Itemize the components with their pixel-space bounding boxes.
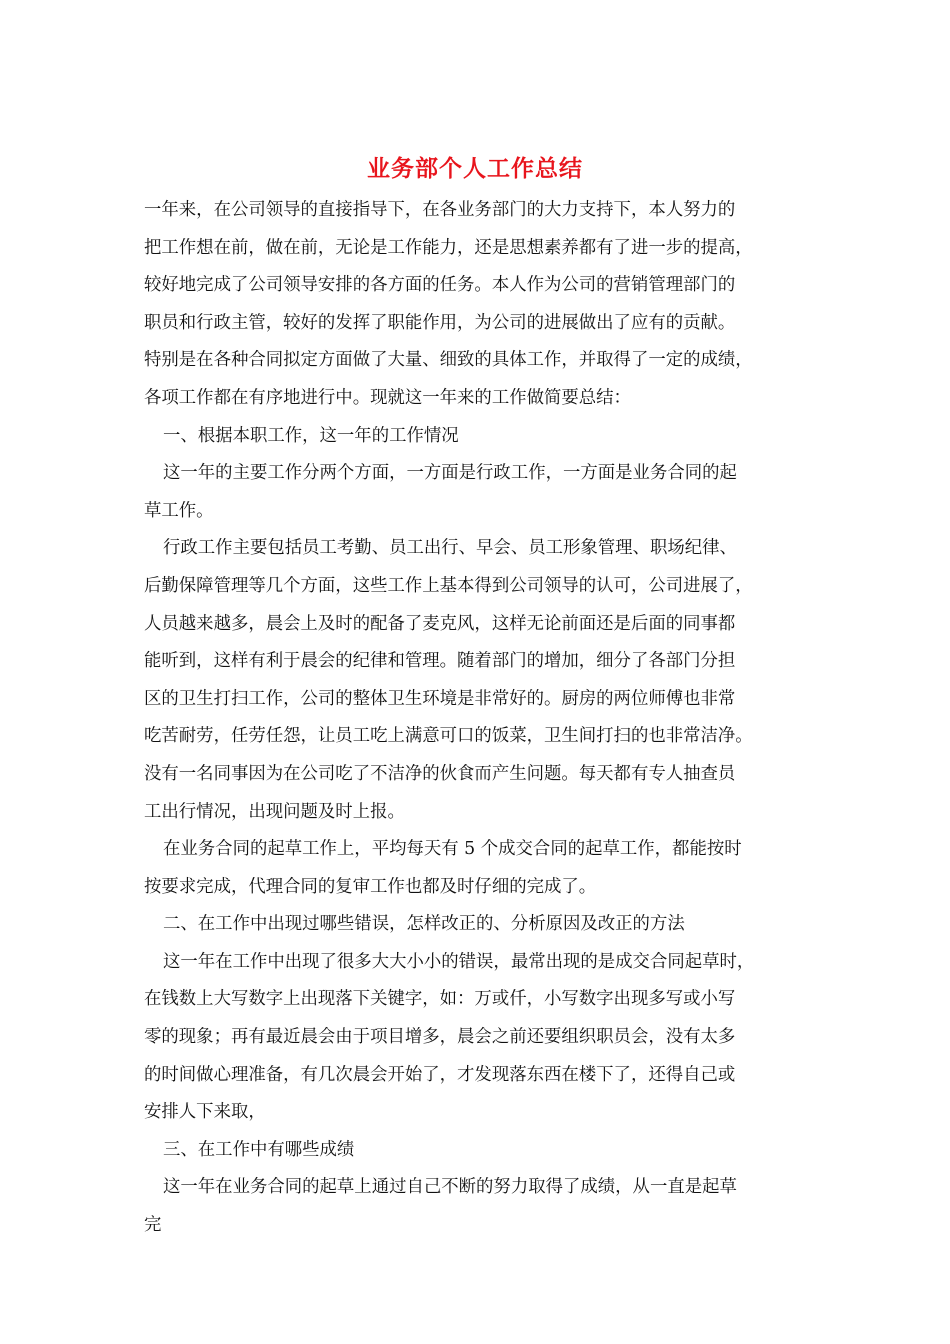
text-line: 在业务合同的起草工作上，平均每天有 5 个成交合同的起草工作，都能按时 [163, 839, 742, 860]
text-line: 在钱数上大写数字上出现落下关键字，如：万或仟，小写数字出现多写或小写 [144, 989, 736, 1010]
text-line: 吃苦耐劳，任劳任怨，让员工吃上满意可口的饭菜，卫生间打扫的也非常洁净。 [144, 726, 753, 747]
text-line: 二、在工作中出现过哪些错误，怎样改正的、分析原因及改正的方法 [163, 914, 685, 935]
text-line: 零的现象；再有最近晨会由于项目增多，晨会之前还要组织职员会，没有太多 [144, 1027, 736, 1048]
text-line: 三、在工作中有哪些成绩 [163, 1139, 355, 1160]
document-body [144, 192, 804, 1245]
text-line: 行政工作主要包括员工考勤、员工出行、早会、员工形象管理、职场纪律、 [163, 538, 737, 559]
text-line: 人员越来越多，晨会上及时的配备了麦克风，这样无论前面还是后面的同事都 [144, 613, 736, 634]
text-line: 能听到，这样有利于晨会的纪律和管理。随着部门的增加，细分了各部门分担 [144, 651, 736, 672]
text-line: 这一年在业务合同的起草上通过自己不断的努力取得了成绩，从一直是起草 [163, 1177, 737, 1198]
text-line: 各项工作都在有序地进行中。现就这一年来的工作做简要总结： [144, 387, 631, 408]
text-line: 一、根据本职工作，这一年的工作情况 [163, 425, 459, 446]
text-line: 较好地完成了公司领导安排的各方面的任务。本人作为公司的营销管理部门的 [144, 275, 736, 296]
text-line: 职员和行政主管，较好的发挥了职能作用，为公司的进展做出了应有的贡献。 [144, 312, 736, 333]
text-line: 工出行情况，出现问题及时上报。 [144, 801, 405, 822]
text-line: 这一年的主要工作分两个方面，一方面是行政工作，一方面是业务合同的起 [163, 463, 737, 484]
text-line: 的时间做心理准备，有几次晨会开始了，才发现落东西在楼下了，还得自己或 [144, 1064, 736, 1085]
text-line: 一年来，在公司领导的直接指导下，在各业务部门的大力支持下，本人努力的 [144, 200, 736, 220]
text-line: 特别是在各种合同拟定方面做了大量、细致的具体工作，并取得了一定的成绩， [144, 350, 753, 371]
text-line: 按要求完成，代理合同的复审工作也都及时仔细的完成了。 [144, 876, 597, 897]
text-line: 把工作想在前，做在前，无论是工作能力，还是思想素养都有了进一步的提高， [144, 237, 753, 258]
text-line: 后勤保障管理等几个方面，这些工作上基本得到公司领导的认可，公司进展了， [144, 575, 753, 596]
text-line: 安排人下来取， [144, 1102, 266, 1123]
text-line: 区的卫生打扫工作，公司的整体卫生环境是非常好的。厨房的两位师傅也非常 [144, 688, 736, 709]
text-line: 完 [144, 1215, 162, 1236]
text-line: 草工作。 [144, 500, 214, 521]
document-title: 业务部个人工作总结 [367, 155, 583, 182]
text-line: 没有一名同事因为在公司吃了不洁净的伙食而产生问题。每天都有专人抽查员 [144, 763, 736, 784]
text-line: 这一年在工作中出现了很多大大小小的错误，最常出现的是成交合同起草时， [163, 951, 755, 972]
